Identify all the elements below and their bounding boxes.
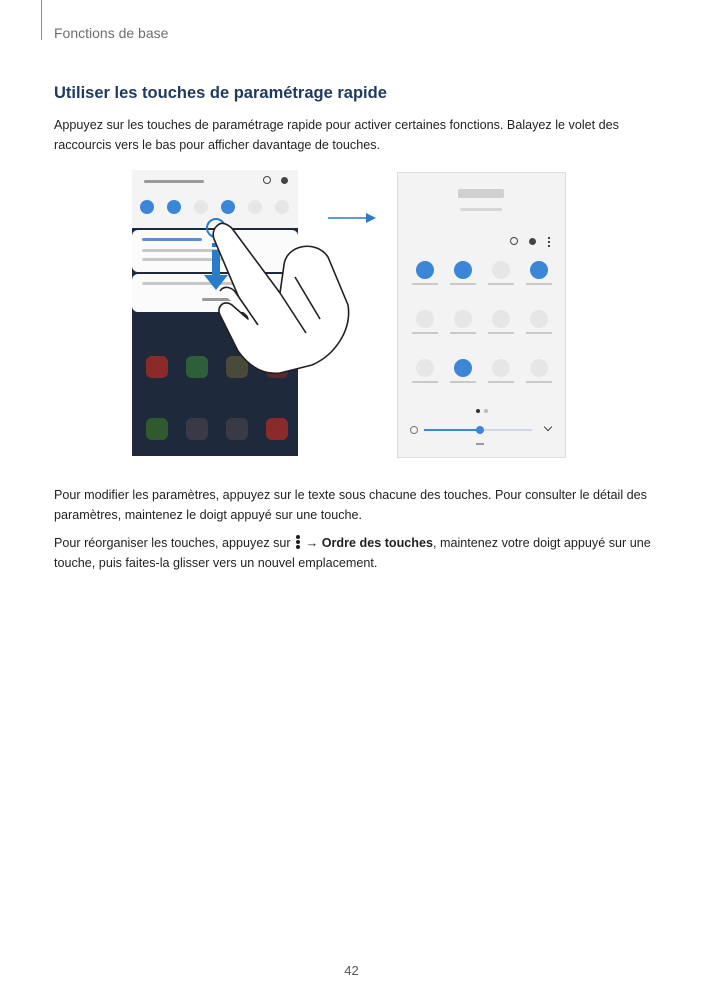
intro-paragraph: Appuyez sur les touches de paramétrage rapide pour activer certaines fonctions. Balayez le volet des raccourcis vers le bas pour afficher davantage de touches.: [54, 118, 619, 152]
power-mode-tile-icon: [492, 310, 510, 328]
secure-folder-tile-icon: [530, 359, 548, 377]
search-icon: [510, 237, 518, 245]
airplane-tile-icon: [416, 310, 434, 328]
reorder-option-label: Ordre des touches: [321, 536, 433, 550]
sound-tile-icon: [454, 261, 472, 279]
section-title: Utiliser les touches de paramétrage rapide: [54, 84, 387, 102]
page-indicator: [484, 409, 488, 413]
gear-icon: [529, 238, 536, 245]
header-rule: [41, 0, 42, 40]
section-header: Fonctions de base: [54, 25, 169, 41]
reorder-paragraph: Pour réorganiser les touches, appuyez sur → Ordre des touches, maintenez votre doigt appuyé sur une touche, puis faites-la glisser vers un nouvel emplacement.: [54, 536, 651, 570]
wifi-tile-icon: [416, 261, 434, 279]
gear-icon: [281, 177, 288, 184]
mobile-data-tile-icon: [530, 310, 548, 328]
more-options-icon: [295, 535, 301, 549]
hand-swipe-icon: [213, 223, 348, 373]
app-icon: [146, 418, 168, 440]
brightness-slider: [424, 429, 532, 431]
page-number: 42: [344, 963, 359, 978]
quick-panel-expanded-screenshot: [397, 172, 566, 458]
rotation-tile-icon: [530, 261, 548, 279]
app-icon: [186, 418, 208, 440]
flashlight-tile-icon: [454, 310, 472, 328]
app-icon: [266, 418, 288, 440]
page-indicator: [476, 409, 480, 413]
screen-mirror-tile-icon: [492, 359, 510, 377]
app-icon: [226, 418, 248, 440]
mobile-hotspot-tile-icon: [416, 359, 434, 377]
settings-paragraph: Pour modifier les paramètres, appuyez sur le texte sous chacune des touches. Pour consulter le détail des paramètres, maintenez le doigt appuyé sur une touche.: [54, 488, 647, 522]
search-icon: [263, 176, 271, 184]
chevron-down-icon: [544, 423, 552, 431]
right-arrow-icon: [328, 212, 376, 224]
location-tile-icon: [454, 359, 472, 377]
bluetooth-tile-icon: [492, 261, 510, 279]
brightness-icon: [410, 426, 418, 434]
more-options-icon: [548, 237, 550, 247]
